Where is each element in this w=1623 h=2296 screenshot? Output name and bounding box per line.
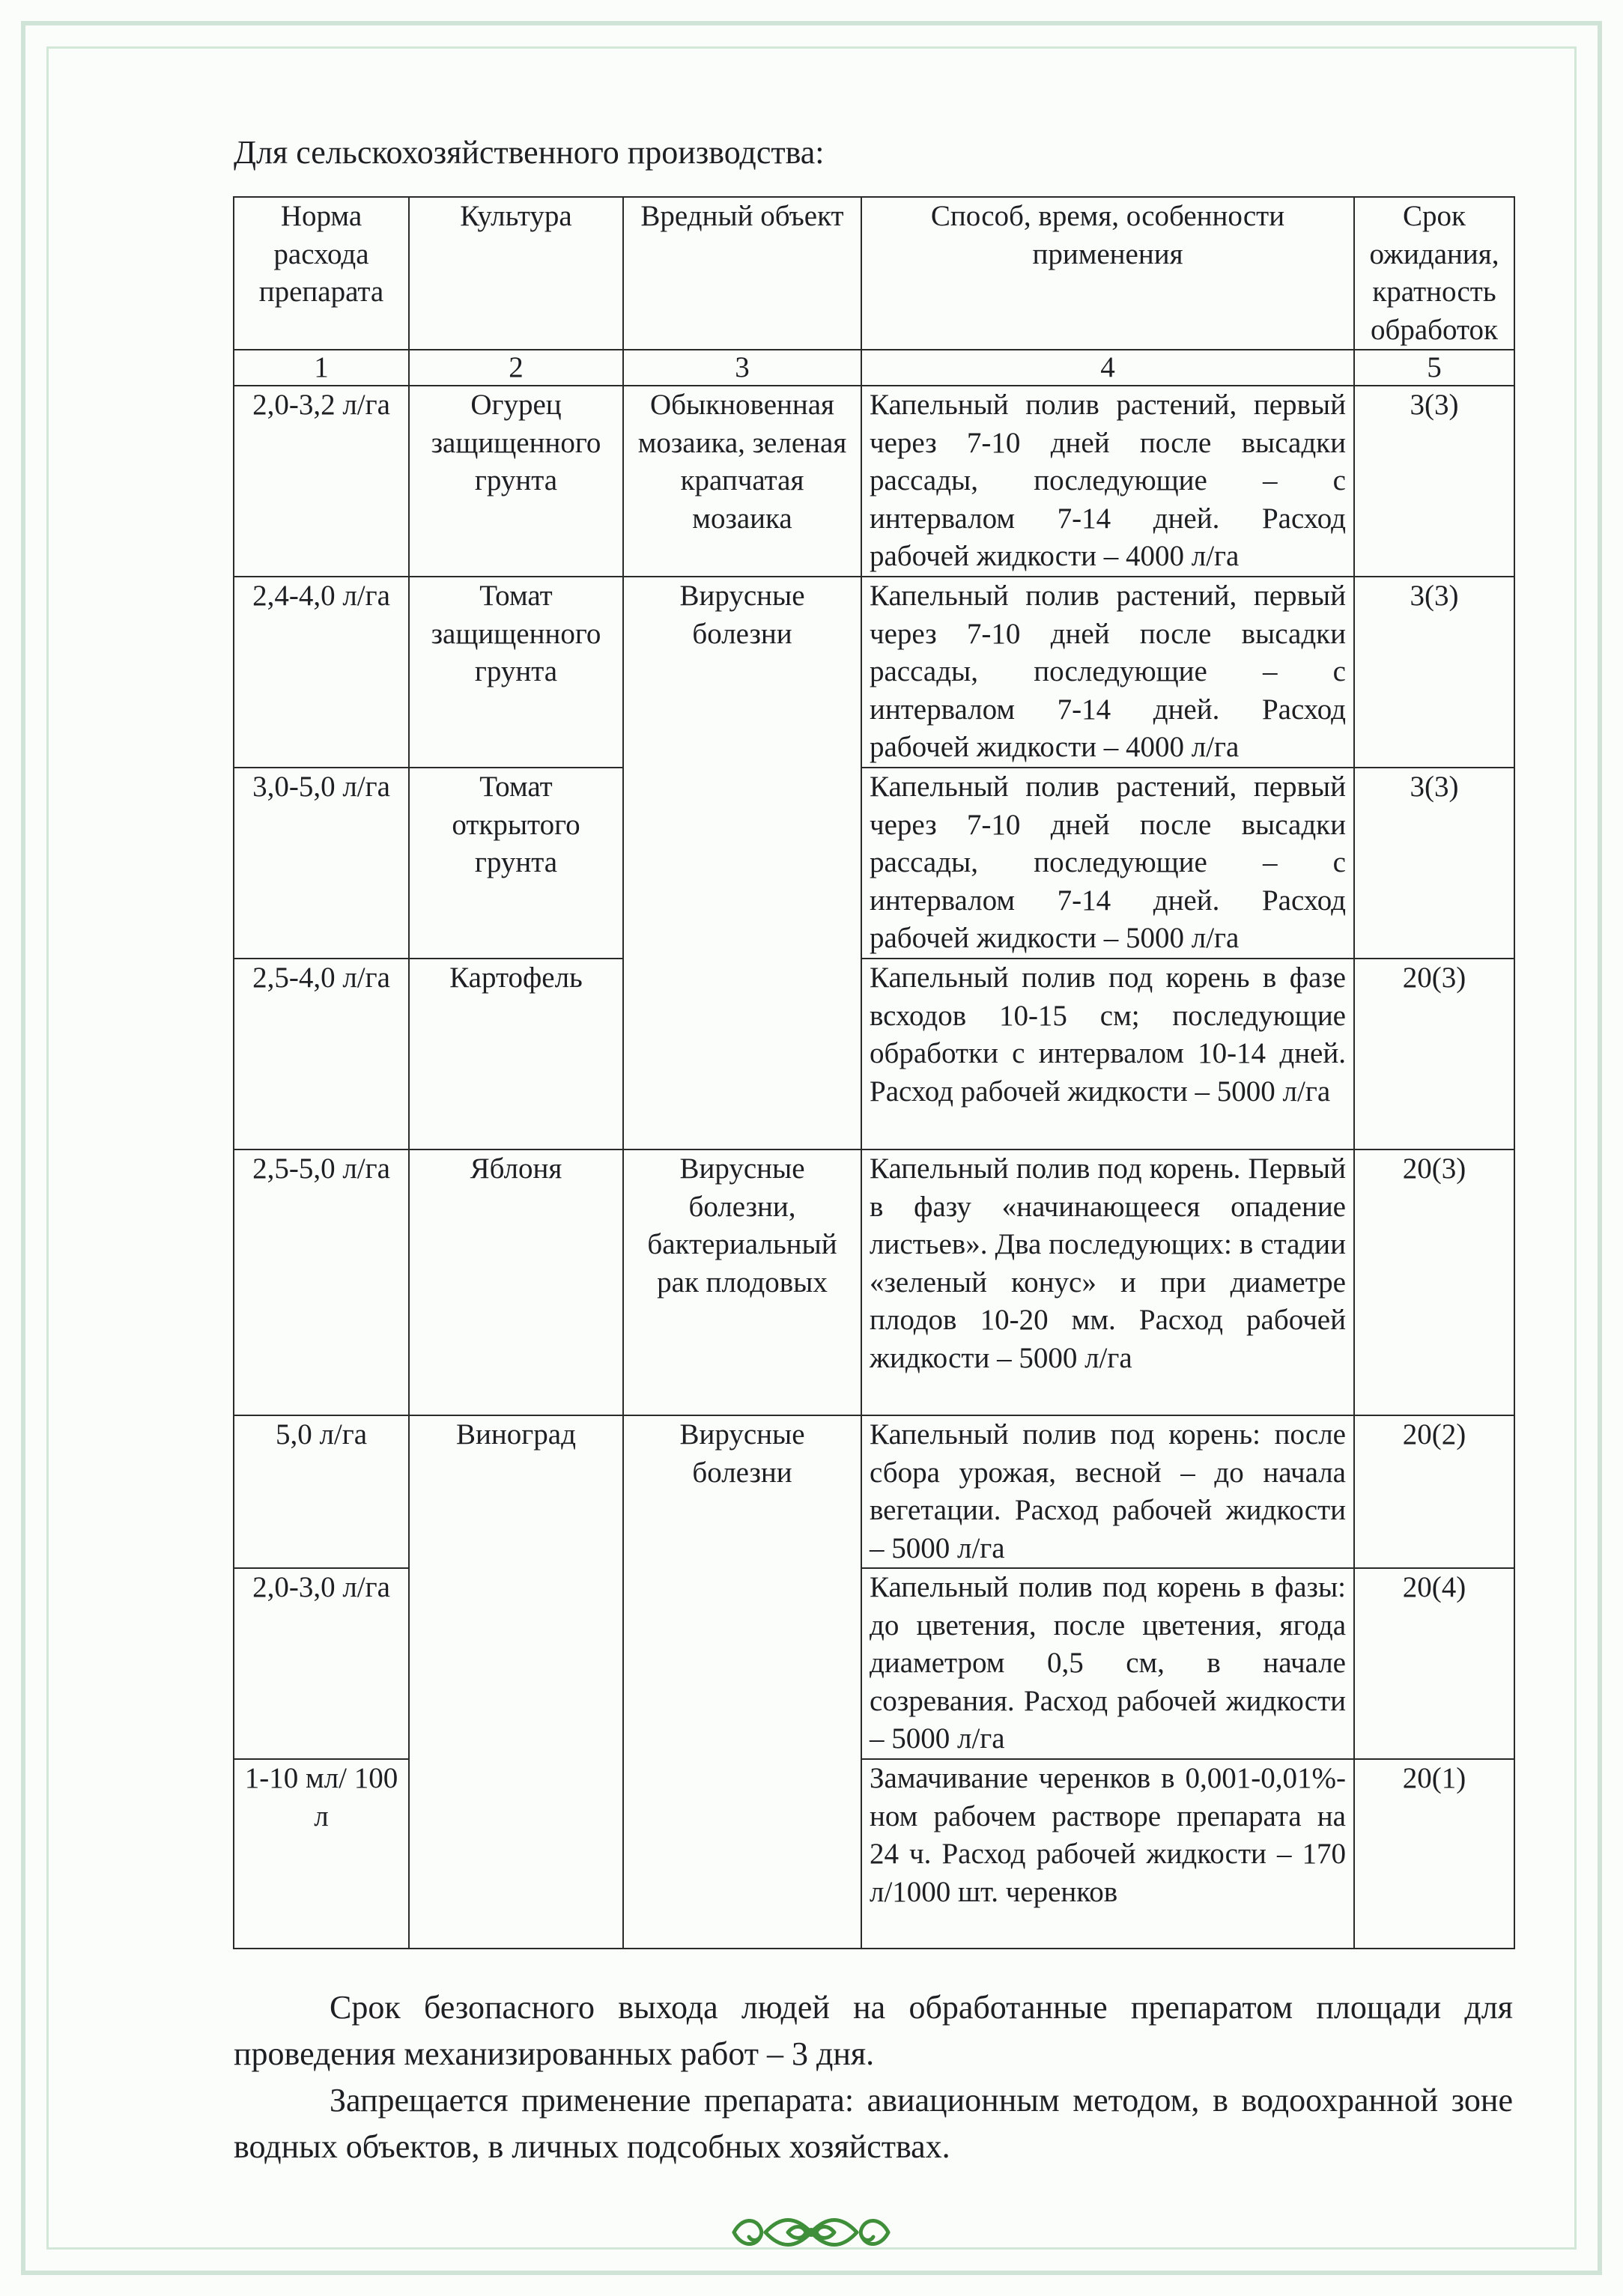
pest-cell: Обыкновенная мозаика, зеленая крапчатая мозаика [623, 386, 861, 577]
crop-cell: Огурец защищенного грунта [409, 386, 623, 577]
rate-cell: 5,0 л/га [234, 1415, 409, 1568]
rate-cell: 3,0-5,0 л/га [234, 768, 409, 959]
table-row [234, 1415, 1514, 1568]
column-number-row [234, 350, 1514, 386]
method-cell: Замачивание черенков в 0,001-0,01%-ном рабочем растворе препарата на 24 ч. Расход рабочей жидкости – 170 л/1000 шт. черенков [861, 1759, 1354, 1949]
crop-cell: Томат открытого грунта [409, 768, 623, 959]
application-rates-table [233, 196, 1515, 1949]
restriction-paragraph: Запрещается применение препарата: авиационным методом, в водоохранной зоне водных объектов, в личных подсобных хозяйствах. [234, 2082, 1513, 2165]
term-cell: 20(3) [1354, 959, 1514, 1149]
rate-cell: 2,0-3,0 л/га [234, 1568, 409, 1759]
term-cell: 20(3) [1354, 1149, 1514, 1415]
header-term: Срок ожидания, кратность обработок [1354, 197, 1514, 350]
header-rate: Норма расхода препарата [234, 197, 409, 350]
section-heading: Для сельскохозяйственного производства: [234, 134, 825, 171]
header-method: Способ, время, особенности применения [861, 197, 1354, 350]
header-pest: Вредный объект [623, 197, 861, 350]
term-cell: 3(3) [1354, 577, 1514, 768]
rate-cell: 2,4-4,0 л/га [234, 577, 409, 768]
column-number: 5 [1354, 350, 1514, 386]
pest-cell: Вирусные болезни [623, 577, 861, 1149]
method-cell: Капельный полив растений, первый через 7-10 дней после высадки рассады, последующие – с интервалом 7-14 дней. Расход рабочей жидкости – 4000 л/га [861, 386, 1354, 577]
table-row [234, 386, 1514, 577]
method-cell: Капельный полив под корень в фазе всходов 10-15 см; последующие обработки с интервалом 10-14 дней. Расход рабочей жидкости – 5000 л/га [861, 959, 1354, 1149]
term-cell: 20(1) [1354, 1759, 1514, 1949]
table-row [234, 1149, 1514, 1415]
method-cell: Капельный полив под корень в фазы: до цветения, после цветения, ягода диаметром 0,5 см, в начале созревания. Расход рабочей жидкости – 5000 л/га [861, 1568, 1354, 1759]
column-number: 1 [234, 350, 409, 386]
header-crop: Культура [409, 197, 623, 350]
crop-cell: Виноград [409, 1415, 623, 1949]
table-row [234, 768, 1514, 959]
term-cell: 20(2) [1354, 1415, 1514, 1568]
rate-cell: 2,5-5,0 л/га [234, 1149, 409, 1415]
crop-cell: Картофель [409, 959, 623, 1149]
table-row [234, 577, 1514, 768]
term-cell: 3(3) [1354, 386, 1514, 577]
crop-cell: Яблоня [409, 1149, 623, 1415]
column-number: 3 [623, 350, 861, 386]
table-header-row [234, 197, 1514, 350]
column-number: 4 [861, 350, 1354, 386]
column-number: 2 [409, 350, 623, 386]
method-cell: Капельный полив растений, первый через 7-10 дней после высадки рассады, последующие – с интервалом 7-14 дней. Расход рабочей жидкости – 4000 л/га [861, 577, 1354, 768]
pest-cell: Вирусные болезни [623, 1415, 861, 1949]
rate-cell: 2,5-4,0 л/га [234, 959, 409, 1149]
safety-paragraph: Срок безопасного выхода людей на обработанные препаратом площади для проведения механизированных работ – 3 дня. [234, 1989, 1513, 2072]
crop-cell: Томат защищенного грунта [409, 577, 623, 768]
method-cell: Капельный полив растений, первый через 7-10 дней после высадки рассады, последующие – с интервалом 7-14 дней. Расход рабочей жидкости – 5000 л/га [861, 768, 1354, 959]
rate-cell: 1-10 мл/ 100 л [234, 1759, 409, 1949]
term-cell: 3(3) [1354, 768, 1514, 959]
rate-cell: 2,0-3,2 л/га [234, 386, 409, 577]
pest-cell: Вирусные болезни, бактериальный рак плодовых [623, 1149, 861, 1415]
table-row [234, 959, 1514, 1149]
method-cell: Капельный полив под корень. Первый в фазу «начинающееся опадение листьев». Два последующих: в стадии «зеленый конус» и при диаметре плодов 10-20 мм. Расход рабочей жидкости – 5000 л/га [861, 1149, 1354, 1415]
method-cell: Капельный полив под корень: после сбора урожая, весной – до начала вегетации. Расход рабочей жидкости – 5000 л/га [861, 1415, 1354, 1568]
ornament-icon [728, 2211, 894, 2253]
term-cell: 20(4) [1354, 1568, 1514, 1759]
